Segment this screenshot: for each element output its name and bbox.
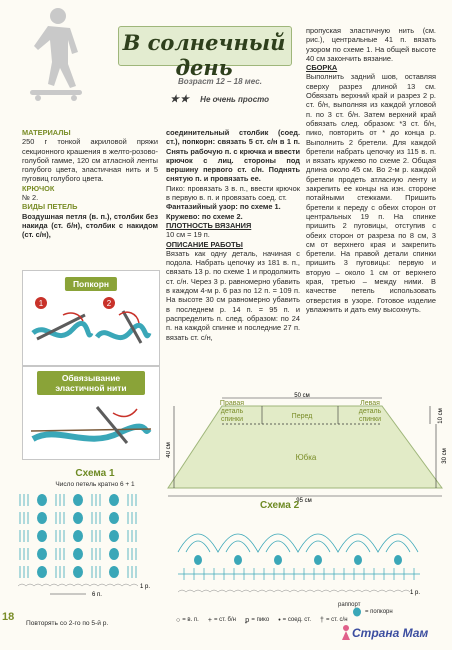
popkorn-box <box>22 270 160 366</box>
popkorn-description: соединительный столбик (соед. ст.), попкорн: связать 5 ст. с/н в 1 п. Снять рабочую п. с крючка и ввести крючок с лиц. стороны под вершину первого ст. с/н. Поднять снятую п. и провязать ее. <box>166 128 300 184</box>
scheme-2-row-label: 1 р. <box>410 590 421 596</box>
materials-text: 250 г тонкой акриловой пряжи секционного крашения в желто-розово-голубой гамме, 120 см атласной ленты голубого цвета, эластичная нить и 5 пуговиц голубого цвета. <box>22 137 158 184</box>
page-number: 18 <box>2 611 15 623</box>
right-back-label: Правая деталь спинки <box>219 400 245 423</box>
elastic-box <box>22 366 160 460</box>
chain-stitch-icon: ○ <box>176 616 181 624</box>
loops-text: Воздушная петля (в. п.), столбик без накида (ст. б/н), столбик с накидом (ст. с/н), <box>22 211 158 240</box>
hook-value: № 2. <box>22 193 39 203</box>
assembly-heading: СБОРКА <box>306 63 338 73</box>
single-crochet-icon: + <box>207 616 212 624</box>
instructions-section <box>166 128 300 342</box>
skirt-label: Юбка <box>295 453 317 462</box>
step-2-badge: 2 <box>106 299 112 308</box>
legend-item: † = ст. с/н <box>320 616 348 624</box>
watermark-figure-icon <box>340 624 352 640</box>
work-text: Вязать как одну деталь, начиная с подола. Набрать цепочку из 181 в. п., связать 13 р. по схеме 1 и продолжить ст. с/н. Через 3 р. равномерно убавить в каждом 4-м р. 6 раз по 12 п. = 109 п. На высоте 30 см равномерно убавить в последнем р. 14 п. = 95 п. и распределить п. след. образом: по 24 п. на каждой спинке и последние 27 п. вязать ст. с/н, <box>166 248 300 342</box>
fancy-pattern-line: Фантазийный узор: по схеме 1. <box>166 202 281 212</box>
difficulty-row <box>170 94 269 105</box>
difficulty-stars: ★★ <box>170 94 190 105</box>
double-crochet-icon: † <box>320 616 324 624</box>
top-band-height-label: 10 см <box>438 408 444 424</box>
age-range: Возраст 12 – 18 мес. <box>178 77 262 86</box>
boy-skateboard-silhouette-icon <box>18 4 88 104</box>
scheme-1-repeat-label: 6 п. <box>92 592 102 598</box>
height-label: 40 см <box>166 442 172 458</box>
loops-heading: ВИДЫ ПЕТЕЛЬ <box>22 202 78 212</box>
scheme-1-row-label: 1 р. <box>140 584 151 590</box>
materials-section <box>22 128 158 240</box>
bottom-width-label: 95 см <box>296 498 312 502</box>
assembly-text: Выполнить задний шов, оставляя сверху разрез длиной 13 см. Обвязать верхний край и разрез 2 р. ст. б/н, выполняя из каждой угловой п. по 3 ст. б/н. Затем верхний край обвязать след. образом: *3 ст. б/н, пико, повторить от * до конца р. Выполнить 2 бретели. Для каждой бретели набрать цепочку из 115 в. п. и вязать кружево по схеме 2. Общая длина около 45 см. Во 2-м р. каждой бретели продеть атласную ленту и закрепить ее концы на изн. стороне потайными стежками. Пришить бретели к переду с обеих сторон от центральных 19 п. На спинке пришить 2 пуговицы, отступив с обеих сторон от разреза по 8 см, 3 см от верхнего края и закрепить бретели. На правой детали спинки пришить 3 пуговицы: первую и вторую – около 1 см от верхнего края, третью – между ними. В качестве петель использовать отверстия в узоре. Готовое изделие увлажнить и дать ему высохнуть. <box>306 72 436 314</box>
scheme-1-title: Схема 1 <box>75 468 115 479</box>
page-title: В солнечный день <box>122 30 286 80</box>
legend <box>176 616 444 624</box>
scheme-2-rapport: раппорт <box>338 602 361 608</box>
scheme-2-chart <box>174 512 424 602</box>
elastic-illustration <box>27 399 155 455</box>
piko-description: Пико: провязать 3 в. п., ввести крючок в первую в. п. и провязать соед. ст. <box>166 183 300 203</box>
work-heading: ОПИСАНИЕ РАБОТЫ <box>166 239 243 249</box>
left-back-label: Левая деталь спинки <box>358 400 382 423</box>
lower-height-label: 30 см <box>442 448 448 464</box>
scheme-2-title: Схема 2 <box>260 500 300 511</box>
skirt-schematic <box>166 392 448 502</box>
slip-stitch-icon: • <box>278 616 281 624</box>
scheme-1-subtitle: Число петель кратно 6 + 1 <box>55 481 135 488</box>
lace-line: Кружево: по схеме 2. <box>166 211 243 221</box>
legend-popkorn-label: = попкорн <box>365 609 393 615</box>
assembly-section <box>306 26 436 314</box>
front-label: Перед <box>291 413 313 420</box>
legend-item: ꝑ = пико <box>244 617 270 624</box>
materials-heading: МАТЕРИАЛЫ <box>22 128 71 137</box>
watermark: Страна Мам <box>352 626 429 640</box>
scheme-1-footer: Повторять со 2-го по 5-й р. <box>26 620 109 627</box>
density-text: 10 см = 19 п. <box>166 230 210 240</box>
top-width-label: 50 см <box>294 393 310 399</box>
continuation-text: пропуская эластичную нить (см. рис.), центральные 41 п. вязать узором по схеме 1. На общей высоте 40 см закончить вязание. <box>306 26 436 63</box>
difficulty-label: Не очень просто <box>200 95 270 104</box>
scheme-1-chart <box>14 490 154 602</box>
legend-item: • = соед. ст. <box>278 616 312 624</box>
legend-item: ○ = в. п. <box>176 616 199 624</box>
picot-icon: ꝑ <box>244 617 250 624</box>
popkorn-box-title: Попкорн <box>65 277 117 291</box>
popkorn-illustration <box>27 293 155 361</box>
legend-item: + = ст. б/н <box>207 616 236 624</box>
hook-heading: КРЮЧОК <box>22 183 55 193</box>
elastic-box-title: Обвязывание эластичной нити <box>37 371 145 395</box>
step-1-badge: 1 <box>38 299 44 308</box>
density-heading: ПЛОТНОСТЬ ВЯЗАНИЯ <box>166 220 252 230</box>
